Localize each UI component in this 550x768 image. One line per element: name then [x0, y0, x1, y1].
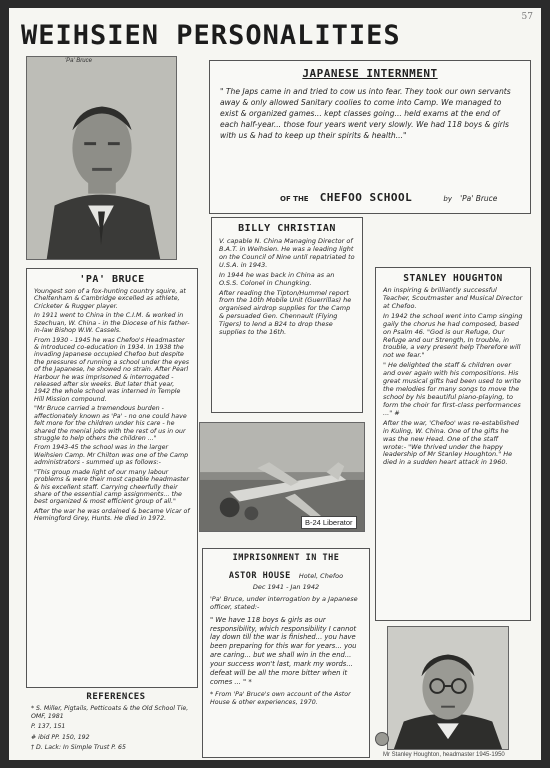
houghton-photo-caption: Mr Stanley Houghton, headmaster 1945-1950 [383, 752, 505, 758]
reference-item: * S. Miller, Pigtails, Petticoats & the Old School Tie, OMF, 1981 [31, 705, 189, 720]
astor-house-box [202, 548, 370, 758]
billy-christian-box [211, 217, 363, 413]
astor-title-line2: ASTOR HOUSE [228, 571, 291, 581]
bruce-title: 'PA' BRUCE [79, 274, 145, 285]
portrait-houghton-illustration [388, 627, 508, 749]
b24-caption: B-24 Liberator [301, 516, 357, 529]
internment-by: by [443, 195, 452, 203]
references-section [31, 692, 201, 756]
bruce-paragraph: Youngest son of a fox-hunting country squire, at Cheltenham & Cambridge excelled as athlete, Cricketer & Rugger player. [34, 288, 186, 310]
astor-title-row [210, 563, 362, 582]
billy-paragraph: In 1944 he was back in China as an O.S.S. Colonel in Chungking. [219, 270, 335, 287]
billy-paragraph: V. capable N. China Managing Director of B.A.T. in Weihsien. He was a leading light on the Council of Nine until repatriated to U.S.A. in 1943. [219, 237, 355, 269]
photo-pa-bruce [26, 56, 177, 260]
astor-quote: " We have 118 boys & girls as our responsibility, which responsibility I cannot lay down till the war is finished... you have been preparing for this war for years... you are caring... but we shall win in the end... your success won't last, mark my words... defeat will be all the more bitter when it comes ... " * [210, 615, 357, 686]
astor-title-line1: IMPRISONMENT IN THE [232, 553, 340, 563]
page-title: WEIHSIEN PERSONALITIES [21, 20, 401, 51]
billy-title: BILLY CHRISTIAN [238, 223, 336, 234]
reference-item: † D. Lack: In Simple Trust P. 65 [31, 744, 126, 752]
bruce-text [34, 288, 190, 523]
document-page [9, 8, 541, 760]
bruce-paragraph: In 1911 went to China in the C.I.M. & worked in Szechuan, W. China - in the Diocese of his father-in-law Bishop W.W. Cassels. [34, 312, 190, 335]
houghton-text [383, 287, 523, 467]
bruce-paragraph: From 1943-45 the school was in the larger Weihsien Camp. Mr Chilton was one of the Camp administrators - summed up as follows:- [34, 444, 189, 467]
astor-dates: Dec 1941 - Jan 1942 [252, 583, 320, 591]
photo-label-bruce: 'Pa' Bruce [65, 58, 92, 64]
internment-author: 'Pa' Bruce [460, 194, 498, 203]
stanley-houghton-box [375, 267, 531, 621]
houghton-paragraph: " He delighted the staff & children over and over again with his compositions. His great musical gifts had been used to write the melodies for many songs to move the school by his beautiful piano-playing, to form the choir for first-class performances ..." # [383, 361, 521, 417]
houghton-paragraph: After the war, 'Chefoo' was re-established in Kuling, W. China. One of the gifts he was the new Head. One of the staff wrote:- "We thrived under the happy leadership of Mr Stanley Houghton." He died in a sudden heart attack in 1960. [383, 418, 519, 467]
reference-item: P. 137, 151 [31, 723, 66, 731]
bruce-paragraph: "This group made light of our many labour problems & were their most capable headmaster & his excellent staff. Carrying cheerfully their share of the essential camp assignments... the best organized & most efficient group of all." [34, 468, 190, 506]
astor-location: Hotel, Chefoo [298, 572, 344, 580]
japanese-internment-box [209, 60, 531, 214]
page-number: 57 [521, 12, 533, 22]
bruce-paragraph: "Mr Bruce carried a tremendous burden - affectionately known as 'Pa' - no one could have felt more for the children under his care - he shared the menial jobs with the rest of us in our struggle to help others the children ..." [34, 405, 187, 443]
internment-quote: " The Japs came in and tried to cow us into fear. They took our own servants away & only allowed Sanitary coolies to come into Camp. We managed to exist & organized games... kept classes going... held exams at the end of each half-year... those four years went very slowly. We had 118 boys & girls with us & had to keep up their spirits & health..." [220, 87, 511, 140]
houghton-paragraph: An inspiring & brilliantly successful Teacher, Scoutmaster and Musical Director at Chefoo. [383, 286, 523, 310]
houghton-title: STANLEY HOUGHTON [403, 273, 503, 284]
references-title: REFERENCES [86, 692, 146, 702]
astor-intro: 'Pa' Bruce, under interrogation by a Japanese officer, stated:- [210, 594, 358, 611]
photo-stanley-houghton [387, 626, 509, 750]
reference-item: # ibid PP. 150, 192 [31, 733, 90, 741]
references-list [31, 705, 201, 752]
astor-footnote: * From 'Pa' Bruce's own account of the Astor House & other experiences, 1970. [210, 691, 351, 707]
crest-icon [375, 732, 389, 746]
internment-signature [280, 186, 530, 205]
bruce-paragraph: From 1930 - 1945 he was Chefoo's Headmaster & introduced co-education in 1934. In 1938 the invading Japanese occupied Chefoo but despite the pressures of running a school under the eyes of the Japanese, he showed no strain. After Pearl Harbour he was imprisoned & interrogated - released after six weeks. But later that year, 1942 the whole school was interned in Temple Hill Mission compound. [34, 336, 190, 403]
billy-paragraph: After reading the Tipton/Hummel report from the 10th Mobile Unit (Guerrillas) he organised airdrop supplies for the Camp & persuaded Gen. Chennault (Flying Tigers) to lend a B24 to drop these supplies to the 16th. [219, 288, 352, 337]
school-name: CHEFOO SCHOOL [319, 191, 413, 204]
houghton-paragraph: In 1942 the school went into Camp singing gaily the chorus he had composed, based on Psalm 46. "God is our Refuge, Our Refuge and our Strength, In trouble, in trouble, a very present help Therefore will not we fear." [383, 311, 523, 360]
airplane-illustration [200, 423, 364, 531]
portrait-bruce-illustration [27, 57, 176, 259]
billy-text [219, 238, 355, 337]
internment-title: JAPANESE INTERNMENT [302, 67, 438, 80]
school-prefix: OF THE [280, 195, 309, 203]
pa-bruce-box [26, 268, 198, 688]
bruce-paragraph: After the war he was ordained & became Vicar of Hemingford Grey, Hunts. He died in 1972. [34, 507, 190, 523]
